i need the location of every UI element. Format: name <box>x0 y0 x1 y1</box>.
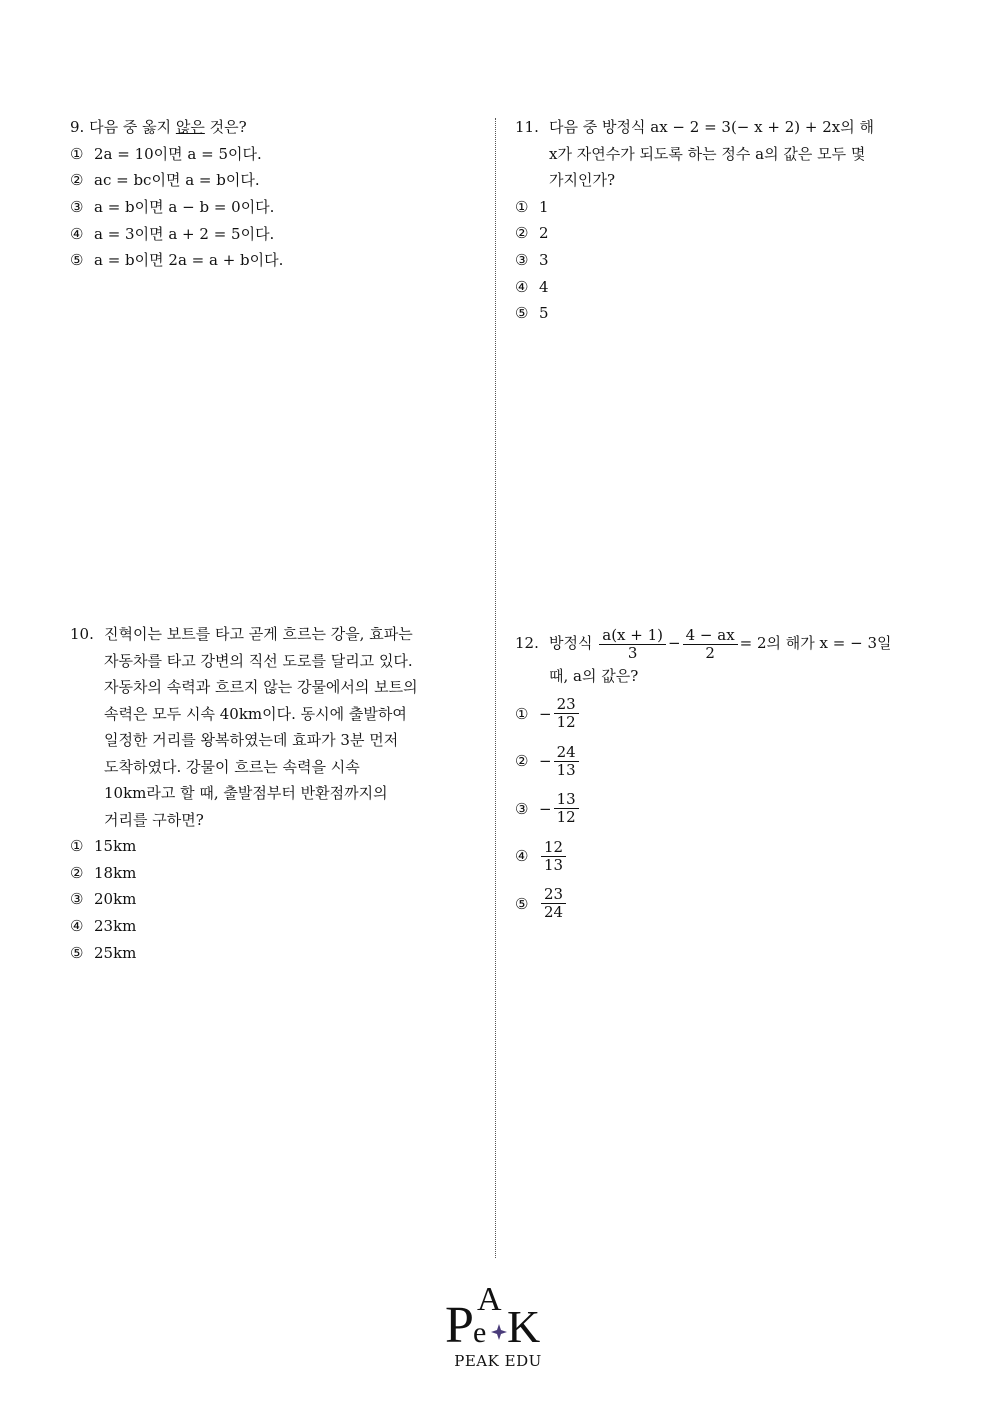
fraction-numerator: 24 <box>554 744 579 762</box>
choice-text: 23km <box>94 917 137 936</box>
fraction-denominator: 2 <box>705 643 715 662</box>
answer-choice[interactable] <box>70 247 283 274</box>
answer-choice[interactable] <box>515 785 892 833</box>
choice-mark: ② <box>70 863 84 882</box>
question-10-line: 도착하였다. 강물이 흐르는 속력을 시속 <box>104 757 360 776</box>
question-text: 방정식 <box>549 634 593 652</box>
choice-text: 2a = 10이면 a = 5이다. <box>94 144 262 163</box>
choice-mark: ⑤ <box>515 304 529 323</box>
question-12-line: 때, a의 값은? <box>549 667 639 685</box>
question-11-line <box>515 114 874 141</box>
question-10-line: 자동차의 속력과 흐르지 않는 강물에서의 보트의 <box>104 678 418 696</box>
question-text: 다음 중 옳지 <box>89 118 176 136</box>
answer-choice[interactable] <box>70 860 418 887</box>
question-11-line: x가 자연수가 되도록 하는 정수 a의 값은 모두 몇 <box>549 144 866 163</box>
choice-mark: ④ <box>515 277 529 296</box>
fraction-denominator: 12 <box>556 713 576 732</box>
answer-choice[interactable] <box>515 690 892 738</box>
fraction-numerator: 23 <box>541 886 566 904</box>
answer-choice[interactable] <box>70 221 283 248</box>
question-12-stem <box>515 624 892 662</box>
choice-text: 2 <box>539 224 549 243</box>
answer-choice[interactable] <box>515 194 874 221</box>
emphasis-text: 않은 <box>175 118 205 136</box>
choice-text: ac = bc이면 a = b이다. <box>94 171 260 190</box>
fraction-numerator: 4 − ax <box>683 627 738 645</box>
choice-text: 5 <box>539 304 549 323</box>
choice-mark: ② <box>515 224 529 243</box>
choice-text: 18km <box>94 863 137 882</box>
answer-choice[interactable] <box>515 220 874 247</box>
question-10-line: 속력은 모두 시속 40km이다. 동시에 출발하여 <box>104 704 407 723</box>
logo-letter-e: e <box>473 1316 487 1349</box>
question-text: = 2의 해가 x = − 3일 <box>739 634 892 652</box>
logo-letter-k: K <box>507 1301 541 1352</box>
question-9-stem <box>70 114 283 141</box>
choice-mark: ③ <box>70 890 84 909</box>
question-11 <box>515 114 874 327</box>
question-text: 것은? <box>204 118 247 136</box>
choice-text: 1 <box>539 197 549 216</box>
choice-sign: − <box>539 704 552 723</box>
fraction-denominator: 24 <box>544 903 564 922</box>
fraction-numerator: a(x + 1) <box>599 627 666 645</box>
choice-mark: ① <box>515 197 529 216</box>
fraction <box>554 696 579 731</box>
fraction-numerator: 12 <box>541 839 566 857</box>
choice-mark: ① <box>515 704 529 723</box>
question-10-line: 10km라고 할 때, 출발점부터 반환점까지의 <box>104 784 388 802</box>
question-number: 9. <box>70 118 85 136</box>
question-number: 10. <box>70 625 94 643</box>
choice-mark: ④ <box>70 224 84 243</box>
choice-text: 3 <box>539 250 549 269</box>
choice-mark: ⑤ <box>515 894 529 913</box>
choice-text: 15km <box>94 837 137 855</box>
column-divider <box>495 118 496 1258</box>
question-10-line: 자동차를 타고 강변의 직선 도로를 달리고 있다. <box>104 651 413 670</box>
star-icon <box>491 1324 507 1340</box>
choice-mark: ② <box>70 171 84 190</box>
answer-choice[interactable] <box>70 940 418 967</box>
fraction <box>541 839 566 874</box>
choice-text: 25km <box>94 943 137 962</box>
fraction <box>541 886 566 921</box>
choice-sign: − <box>539 799 552 818</box>
operator: − <box>668 634 681 652</box>
question-10 <box>70 621 418 967</box>
fraction <box>554 744 579 779</box>
choice-text: a = b이면 a − b = 0이다. <box>94 197 275 216</box>
fraction-numerator: 13 <box>554 791 579 809</box>
answer-choice[interactable] <box>515 300 874 327</box>
logo-letter-p: P <box>445 1297 474 1354</box>
question-number: 12. <box>515 634 539 652</box>
choice-mark: ④ <box>70 917 84 936</box>
choice-mark: ① <box>70 837 84 855</box>
choice-text: a = b이면 2a = a + b이다. <box>94 251 284 270</box>
fraction-numerator: 23 <box>554 696 579 714</box>
question-10-line: 일정한 거리를 왕복하였는데 효파가 3분 먼저 <box>104 731 399 749</box>
question-10-line: 거리를 구하면? <box>104 810 204 829</box>
answer-choice[interactable] <box>70 913 418 940</box>
choice-mark: ② <box>515 752 529 770</box>
choice-text: a = 3이면 a + 2 = 5이다. <box>94 224 275 243</box>
question-9 <box>70 114 283 274</box>
fraction-denominator: 13 <box>544 855 564 874</box>
choice-mark: ③ <box>515 799 529 818</box>
choice-text: 4 <box>539 277 549 296</box>
choice-mark: ① <box>70 144 84 163</box>
answer-choice[interactable] <box>515 833 892 881</box>
fraction <box>554 791 579 826</box>
answer-choice[interactable] <box>70 167 283 194</box>
choice-mark: ⑤ <box>70 251 84 270</box>
answer-choice[interactable] <box>70 194 283 221</box>
answer-choice[interactable] <box>515 247 874 274</box>
choice-mark: ④ <box>515 847 529 865</box>
question-10-line <box>70 621 418 648</box>
answer-choice[interactable] <box>515 274 874 301</box>
answer-choice[interactable] <box>70 141 283 168</box>
fraction-denominator: 13 <box>556 760 576 779</box>
question-text: 진혁이는 보트를 타고 곧게 흐르는 강을, 효파는 <box>104 625 413 643</box>
choice-sign: − <box>539 752 552 770</box>
choice-mark: ③ <box>70 197 84 216</box>
choice-mark: ⑤ <box>70 943 84 962</box>
question-number: 11. <box>515 118 539 136</box>
fraction-denominator: 12 <box>556 808 576 827</box>
fraction <box>683 627 738 662</box>
answer-choice[interactable] <box>70 886 418 913</box>
choice-text: 20km <box>94 890 137 909</box>
logo-letter-a: A <box>477 1281 502 1318</box>
answer-choice[interactable] <box>515 738 892 786</box>
fraction-denominator: 3 <box>627 643 638 662</box>
question-11-line: 가지인가? <box>549 171 616 189</box>
fraction <box>599 627 666 662</box>
answer-choice[interactable] <box>515 880 892 928</box>
question-text: 다음 중 방정식 ax − 2 = 3(− x + 2) + 2x의 해 <box>549 118 874 136</box>
question-12 <box>515 624 892 928</box>
answer-choice[interactable] <box>70 833 418 860</box>
choice-mark: ③ <box>515 250 529 269</box>
logo-caption: PEAK EDU <box>454 1352 542 1370</box>
